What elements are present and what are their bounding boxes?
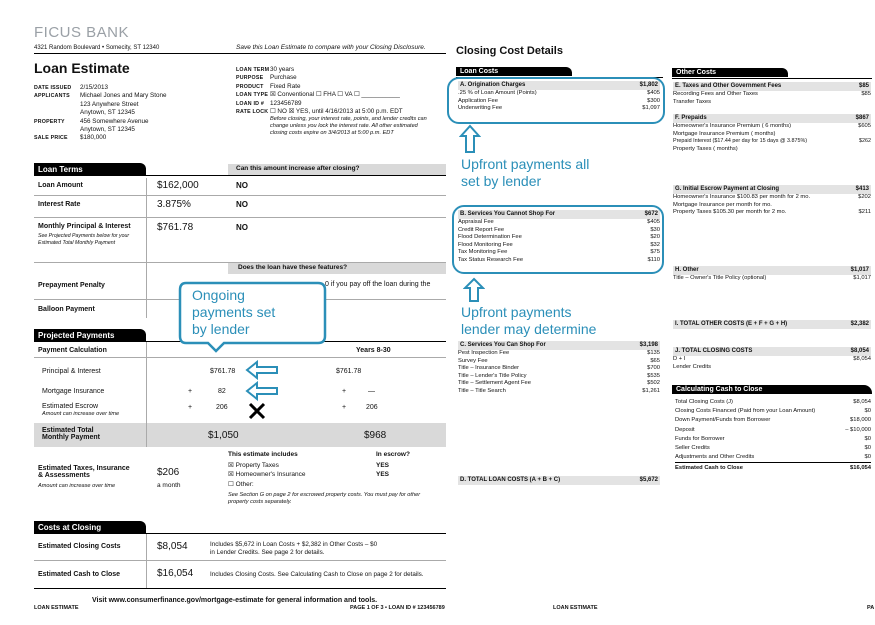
section-b: B. Services You Cannot Shop For $672 Appraisal Fee $405 Credit Report Fee $30 Flood Determination Fee $20 Flood Monitoring Fee $32 Tax Monitoring Fee $75 Tax Status Research Fee $110 bbox=[458, 211, 660, 263]
monthly-pi-note: See Projected Payments below for your Estimated Total Monthly Payment bbox=[38, 233, 130, 246]
footer-left: LOAN ESTIMATE bbox=[34, 605, 79, 611]
loan-type-label: LOAN TYPE bbox=[236, 92, 269, 99]
include-other: ☐ Other: bbox=[228, 480, 254, 488]
row-rule bbox=[34, 560, 446, 561]
applicant-info bbox=[34, 84, 234, 143]
mi-value-2: — bbox=[368, 388, 375, 395]
date-issued-label: DATE ISSUED bbox=[34, 85, 72, 91]
applicants-label: APPLICANTS bbox=[34, 93, 70, 100]
other-costs-rule bbox=[672, 78, 872, 79]
escrow-note: Amount can increase over time bbox=[42, 411, 120, 417]
years-label: Years 8-30 bbox=[356, 347, 391, 354]
callout-a-outline bbox=[447, 77, 665, 124]
include-property-taxes: ☒ Property Taxes bbox=[228, 462, 279, 469]
projected-vline bbox=[146, 342, 147, 447]
loan-amount-label: Loan Amount bbox=[38, 182, 83, 189]
page-title: Loan Estimate bbox=[34, 60, 130, 76]
cash-to-close-table: Total Closing Costs (J) $8,054 Closing Costs Financed (Paid from your Loan Amount) $0 Down Payment/Funds from Borrower $18,000 Deposit – $10,000 Funds for Borrower $0 Seller Credits $0 Adjustments and Other Credits $0 Estimated Cash to Close $16,054 bbox=[675, 399, 871, 472]
includes-label: This estimate includes bbox=[228, 451, 298, 458]
product-label: PRODUCT bbox=[236, 83, 264, 90]
total-payment-label: Estimated Total Monthly Payment bbox=[42, 427, 100, 441]
section-g: G. Initial Escrow Payment at Closing $413 Homeowner's Insurance $100.83 per month for 2 mo. $202 Mortgage Insurance per month for mo. Property Taxes $105.30 per month for 2 mo. $211 bbox=[673, 186, 871, 216]
mi-label: Mortgage Insurance bbox=[42, 388, 105, 395]
section-a: A. Origination Charges $1,802 .25 % of Loan Amount (Points) $405 Application Fee $300 Underwriting Fee $1,097 bbox=[458, 82, 660, 112]
row-rule bbox=[34, 217, 446, 218]
up-arrow-icon-2 bbox=[463, 277, 485, 303]
row-rule bbox=[34, 195, 446, 196]
pi-value-1: $761.78 bbox=[210, 368, 236, 375]
balloon-payment-label: Balloon Payment bbox=[38, 306, 95, 313]
includes-note: See Section G on page 2 for escrowed property costs. You must pay for other property costs separately. bbox=[228, 492, 421, 505]
costs-vline bbox=[146, 534, 147, 588]
escrow-answers: YES YES bbox=[376, 462, 390, 479]
mi-plus-2: + bbox=[342, 388, 347, 395]
section-i: I. TOTAL OTHER COSTS (E + F + G + H) $2,382 bbox=[675, 321, 869, 327]
callout-b-outline bbox=[452, 205, 664, 274]
features-question: Does the loan have these features? bbox=[238, 264, 348, 271]
loan-amount-value: $162,000 bbox=[157, 180, 199, 191]
total-payment-1: $1,050 bbox=[208, 430, 239, 441]
total-payment-2: $968 bbox=[364, 430, 387, 441]
includes-list bbox=[228, 461, 306, 489]
esc-plus-1: + bbox=[188, 404, 193, 411]
product: Fixed Rate bbox=[270, 82, 301, 90]
section-d: D. TOTAL LOAN COSTS (A + B + C) $5,672 bbox=[460, 477, 658, 483]
pi-value-2: $761.78 bbox=[336, 368, 362, 375]
sale-price: $180,000 bbox=[80, 134, 107, 142]
prepayment-penalty-label: Prepayment Penalty bbox=[38, 282, 105, 289]
upfront-all-callout-text: Upfront payments all set by lender bbox=[461, 156, 590, 189]
other-costs-bar: Other Costs bbox=[672, 68, 788, 77]
save-note: Save this Loan Estimate to compare with your Closing Disclosure. bbox=[236, 44, 426, 51]
rate-lock-note-2: change unless you lock the interest rate. All other estimated bbox=[270, 123, 418, 130]
ongoing-callout bbox=[178, 281, 328, 353]
section-e: E. Taxes and Other Government Fees $85 Recording Fees and Other Taxes $85 Transfer Taxes bbox=[673, 83, 871, 105]
esc-value-2: 206 bbox=[366, 404, 378, 411]
include-homeowners: ☒ Homeowner's Insurance bbox=[228, 471, 306, 479]
applicant-street: 123 Anywhere Street bbox=[80, 100, 139, 108]
loan-id: 123456789 bbox=[270, 99, 302, 107]
loan-info bbox=[236, 66, 448, 137]
loan-terms-vline bbox=[146, 178, 147, 318]
monthly-pi-answer: NO bbox=[236, 223, 248, 232]
interest-rate-value: 3.875% bbox=[157, 199, 191, 210]
cash-to-close-bar: Calculating Cash to Close bbox=[672, 385, 872, 394]
projected-payments-bar: Projected Payments bbox=[34, 329, 146, 342]
loan-type: ☒ Conventional ☐ FHA ☐ VA ☐ ___________ bbox=[270, 91, 400, 99]
taxes-value: $206 bbox=[157, 467, 180, 478]
cash-to-close-note: Includes Closing Costs. See Calculating Cash to Close on page 2 for details. bbox=[210, 571, 424, 578]
ccd-title: Closing Cost Details bbox=[456, 45, 563, 57]
rate-lock: ☐ NO ☒ YES, until 4/16/2013 at 5:00 p.m. EDT bbox=[270, 108, 403, 116]
loan-terms-question: Can this amount increase after closing? bbox=[236, 165, 360, 172]
rate-lock-label: RATE LOCK bbox=[236, 109, 269, 116]
escrow-col-label: In escrow? bbox=[376, 451, 410, 458]
property-city: Anytown, ST 12345 bbox=[80, 126, 135, 134]
closing-costs-note: Includes $5,672 in Loan Costs + $2,382 in Other Costs – $0 in Lender Credits. See page 2 for details. bbox=[210, 541, 378, 556]
taxes-note: Amount can increase over time bbox=[38, 483, 116, 489]
pi-label: Principal & Interest bbox=[42, 368, 101, 375]
prepayment-text: 0 if you pay off the loan during the bbox=[325, 281, 431, 288]
property-street: 456 Somewhere Avenue bbox=[80, 117, 149, 125]
section-h: H. Other $1,017 Title – Owner's Title Policy (optional) $1,017 bbox=[673, 267, 871, 281]
taxes-freq: a month bbox=[157, 482, 181, 489]
costs-at-closing-bar: Costs at Closing bbox=[34, 521, 146, 534]
section-f: F. Prepaids $867 Homeowner's Insurance Premium ( 6 months) $605 Mortgage Insurance Premium ( months) Prepaid Interest ($17.44 per day for 15 days @ 3.875%) $262 Property Taxes ( months) bbox=[673, 115, 871, 152]
applicant-names: Michael Jones and Mary Stone bbox=[80, 92, 167, 100]
bank-address: 4321 Random Boulevard • Somecity, ST 12340 bbox=[34, 45, 160, 51]
taxes-label: Estimated Taxes, Insurance & Assessments bbox=[38, 465, 130, 479]
section-c: C. Services You Can Shop For $3,198 Pest Inspection Fee $135 Survey Fee $65 Title – Insurance Binder $700 Title – Lender's Title Policy $535 Title – Settlement Agent Fee $502 Title – Title Search $1,261 bbox=[458, 342, 660, 394]
closing-costs-value: $8,054 bbox=[157, 541, 188, 552]
footer-right-left: LOAN ESTIMATE bbox=[553, 605, 598, 611]
closing-costs-label: Estimated Closing Costs bbox=[38, 543, 121, 550]
left-arrows-icon bbox=[244, 359, 280, 403]
cash-to-close-value: $16,054 bbox=[157, 568, 194, 579]
loan-term: 30 years bbox=[270, 66, 295, 73]
sale-price-label: SALE PRICE bbox=[34, 135, 68, 142]
interest-rate-answer: NO bbox=[236, 200, 248, 209]
costs-bottom-rule bbox=[34, 588, 446, 589]
loan-terms-rule bbox=[34, 175, 446, 176]
date-issued: 2/15/2013 bbox=[80, 84, 109, 91]
purpose-label: PURPOSE bbox=[236, 75, 264, 82]
rate-lock-note-1: Before closing, your interest rate, points, and lender credits can bbox=[270, 116, 427, 123]
footer-right-page: PA bbox=[867, 605, 875, 611]
payment-calc-label: Payment Calculation bbox=[38, 347, 107, 354]
rate-lock-note-3: closing costs expire on 3/4/2013 at 5:00 p.m. EDT bbox=[270, 130, 394, 137]
esc-value-1: 206 bbox=[216, 404, 228, 411]
monthly-pi-value: $761.78 bbox=[157, 222, 194, 233]
row-rule bbox=[34, 357, 446, 358]
property-label: PROPERTY bbox=[34, 118, 65, 125]
upfront-may-callout-text: Upfront payments lender may determine bbox=[461, 304, 597, 337]
cash-to-close-label: Estimated Cash to Close bbox=[38, 571, 121, 578]
loan-terms-bar: Loan Terms bbox=[34, 163, 146, 176]
bank-name: FICUS BANK bbox=[34, 24, 130, 41]
escrow-label: Estimated Escrow bbox=[42, 403, 99, 410]
esc-plus-2: + bbox=[342, 404, 347, 411]
mi-plus-1: + bbox=[188, 388, 193, 395]
x-mark-icon bbox=[247, 401, 267, 421]
mi-value-1: 82 bbox=[218, 388, 226, 395]
row-rule bbox=[34, 262, 446, 263]
monthly-pi-label: Monthly Principal & Interest bbox=[38, 223, 131, 230]
purpose: Purchase bbox=[270, 74, 297, 82]
header-rule bbox=[34, 53, 446, 54]
loan-id-label: LOAN ID # bbox=[236, 100, 264, 107]
costs-rule bbox=[34, 533, 446, 534]
loan-term-label: LOAN TERM bbox=[236, 67, 270, 73]
footer-page: PAGE 1 OF 3 • LOAN ID # 123456789 bbox=[350, 605, 445, 611]
interest-rate-label: Interest Rate bbox=[38, 201, 81, 208]
loan-amount-answer: NO bbox=[236, 181, 248, 190]
up-arrow-icon bbox=[459, 124, 481, 154]
section-j: J. TOTAL CLOSING COSTS $8,054 D + I $8,054 Lender Credits bbox=[673, 348, 871, 370]
loan-costs-bar: Loan Costs bbox=[456, 67, 572, 76]
ongoing-callout-text: Ongoing payments set by lender bbox=[192, 287, 276, 337]
visit-link[interactable]: Visit www.consumerfinance.gov/mortgage-estimate for general information and tools. bbox=[92, 597, 378, 604]
applicant-city: Anytown, ST 12345 bbox=[80, 109, 135, 117]
